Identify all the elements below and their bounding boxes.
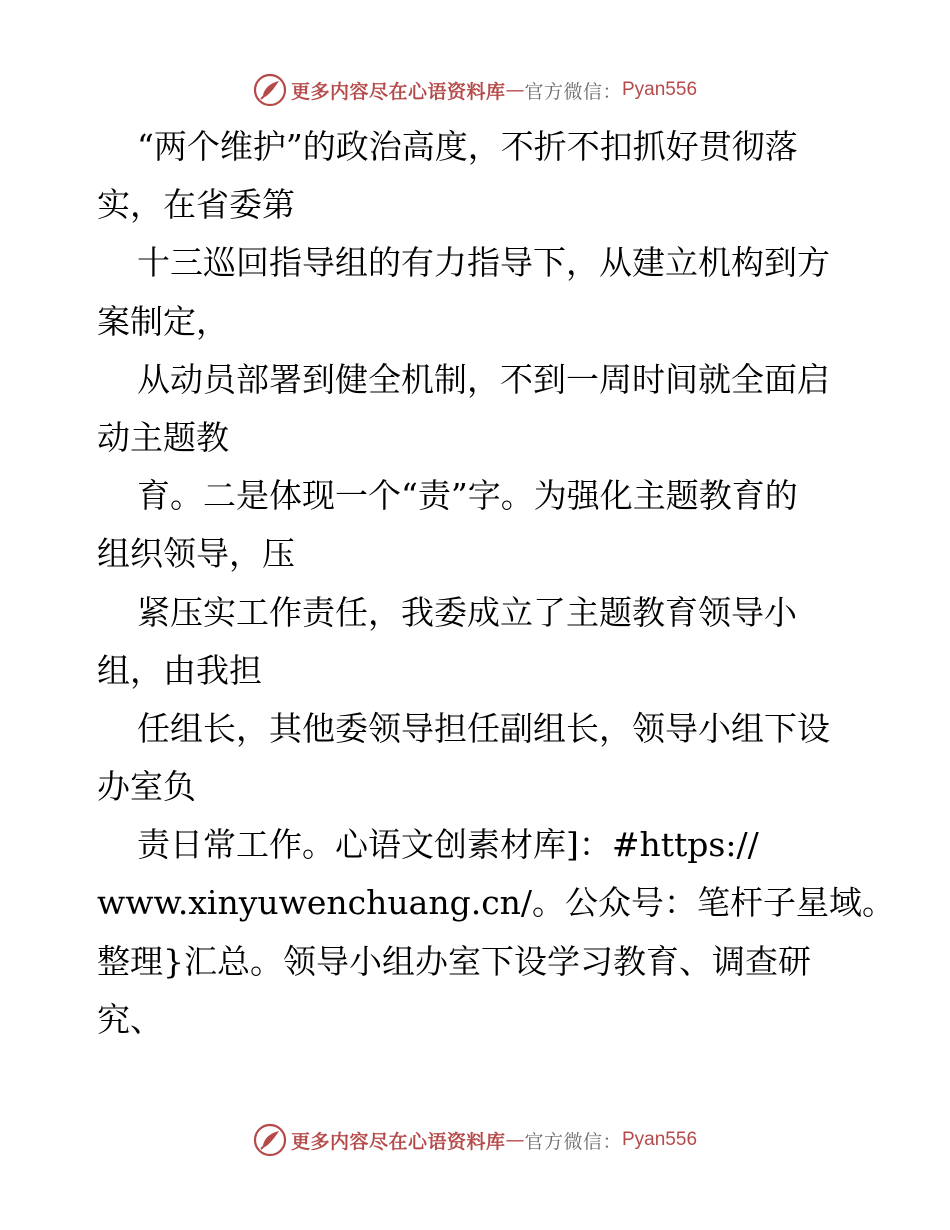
banner-dash: —	[505, 1129, 525, 1151]
text-line: 动主题教	[97, 417, 229, 457]
banner-site-text: 更多内容尽在心语资料库	[290, 1130, 506, 1153]
text-line: 紧压实工作责任，我委成立了主题教育领导小	[137, 592, 797, 632]
text-line: 任组长，其他委领导担任副组长，领导小组下设	[137, 708, 830, 748]
text-line: 组织领导，压	[97, 534, 295, 574]
text-line: 实，在省委第	[97, 185, 295, 225]
text-line: “两个维护”的政治高度，不折不扣抓好贯彻落	[137, 127, 798, 166]
quill-heart-logo-icon	[253, 1123, 287, 1157]
text-line: 案制定，	[97, 301, 229, 341]
banner-wechat-label: 官方微信：	[524, 80, 622, 103]
text-line: 究、	[97, 999, 163, 1039]
quill-heart-logo-icon	[253, 73, 287, 107]
banner-wechat-id: Pyan556	[622, 79, 698, 100]
text-line: 从动员部署到健全机制，不到一周时间就全面启	[137, 359, 830, 399]
text-line: 组，由我担	[97, 650, 262, 690]
header-banner	[0, 70, 950, 110]
banner-wechat-id: Pyan556	[622, 1129, 698, 1150]
banner-site-text: 更多内容尽在心语资料库	[290, 80, 506, 103]
footer-banner	[0, 1120, 950, 1160]
text-line: 育。二是体现一个“责”字。为强化主题教育的	[137, 476, 798, 516]
text-line: 整理}汇总。领导小组办室下设学习教育、调查研	[97, 941, 811, 981]
text-line: 办室负	[97, 767, 196, 807]
document-body	[97, 118, 896, 1049]
text-line: 十三巡回指导组的有力指导下，从建立机构到方	[137, 243, 830, 283]
text-line: www.xinyuwenchuang.cn/。公众号：笔杆子星域。	[97, 883, 896, 923]
text-line: 责日常工作。心语文创素材库]：#https://	[137, 825, 759, 865]
banner-dash: —	[505, 79, 525, 101]
banner-wechat-label: 官方微信：	[524, 1130, 622, 1153]
